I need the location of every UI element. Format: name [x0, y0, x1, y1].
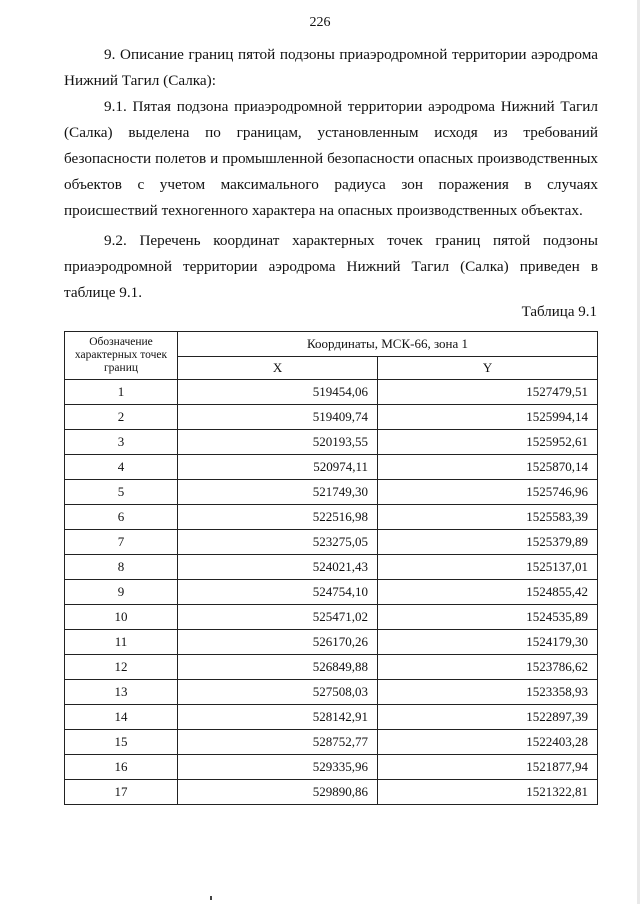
point-number-cell: 9: [65, 580, 178, 605]
point-number-cell: 16: [65, 755, 178, 780]
y-coordinate-cell: 1523786,62: [378, 655, 598, 680]
table-caption: Таблица 9.1: [521, 304, 597, 320]
y-coordinate-cell: 1525379,89: [378, 530, 598, 555]
table-row: [65, 680, 598, 705]
x-coordinate-cell: 526170,26: [178, 630, 378, 655]
coordinates-table: [64, 331, 598, 805]
x-coordinate-cell: 529890,86: [178, 780, 378, 805]
table-row: [65, 480, 598, 505]
point-number-cell: 17: [65, 780, 178, 805]
section-heading-paragraph: 9. Описание границ пятой подзоны приаэродромной территории аэродрома Нижний Тагил (Салка):: [64, 46, 598, 89]
coordinates-group-header: Координаты, МСК-66, зона 1: [178, 332, 598, 357]
table-row: [65, 705, 598, 730]
table-row: [65, 505, 598, 530]
point-number-cell: 13: [65, 680, 178, 705]
x-coordinate-cell: 528752,77: [178, 730, 378, 755]
point-number-cell: 14: [65, 705, 178, 730]
coordinates-table-body: [65, 380, 598, 805]
x-coordinate-cell: 520974,11: [178, 455, 378, 480]
table-row: [65, 580, 598, 605]
point-number-cell: 12: [65, 655, 178, 680]
table-row: [65, 755, 598, 780]
point-number-cell: 7: [65, 530, 178, 555]
x-coordinate-cell: 527508,03: [178, 680, 378, 705]
y-coordinate-cell: 1524855,42: [378, 580, 598, 605]
y-coordinate-cell: 1525583,39: [378, 505, 598, 530]
y-coordinate-cell: 1525994,14: [378, 405, 598, 430]
y-coordinate-cell: 1525870,14: [378, 455, 598, 480]
table-row: [65, 380, 598, 405]
y-coordinate-cell: 1523358,93: [378, 680, 598, 705]
x-coordinate-cell: 520193,55: [178, 430, 378, 455]
y-coordinate-cell: 1521877,94: [378, 755, 598, 780]
x-coordinate-cell: 523275,05: [178, 530, 378, 555]
x-coordinate-cell: 524021,43: [178, 555, 378, 580]
scan-speck: [210, 896, 212, 900]
subzone-description-paragraph: 9.1. Пятая подзона приаэродромной территории аэродрома Нижний Тагил (Салка) выделена по границам, установленным исходя из требований безопасности полетов и промышленной безопасности опасных производственных объектов с учетом максимального радиуса зон поражения в случаях происшествий техногенного характера на опасных производственных объектах.: [64, 98, 598, 219]
table-row: [65, 780, 598, 805]
x-coordinate-cell: 524754,10: [178, 580, 378, 605]
table-row: [65, 555, 598, 580]
x-coordinate-cell: 528142,91: [178, 705, 378, 730]
y-coordinate-cell: 1522403,28: [378, 730, 598, 755]
x-coordinate-cell: 519409,74: [178, 405, 378, 430]
y-coordinate-cell: 1525137,01: [378, 555, 598, 580]
x-coordinate-cell: 529335,96: [178, 755, 378, 780]
y-coordinate-cell: 1525746,96: [378, 480, 598, 505]
table-row: [65, 405, 598, 430]
point-label-header: Обозначение характерных точек границ: [65, 332, 178, 380]
y-coordinate-cell: 1522897,39: [378, 705, 598, 730]
y-coordinate-cell: 1521322,81: [378, 780, 598, 805]
point-number-cell: 1: [65, 380, 178, 405]
point-number-cell: 6: [65, 505, 178, 530]
point-number-cell: 2: [65, 405, 178, 430]
point-number-cell: 10: [65, 605, 178, 630]
table-row: [65, 630, 598, 655]
y-coordinate-cell: 1524179,30: [378, 630, 598, 655]
y-coordinate-cell: 1524535,89: [378, 605, 598, 630]
x-coordinate-cell: 519454,06: [178, 380, 378, 405]
table-row: [65, 455, 598, 480]
point-number-cell: 15: [65, 730, 178, 755]
table-row: [65, 655, 598, 680]
x-column-header: X: [178, 357, 378, 380]
point-number-cell: 5: [65, 480, 178, 505]
x-coordinate-cell: 526849,88: [178, 655, 378, 680]
table-row: [65, 530, 598, 555]
y-coordinate-cell: 1527479,51: [378, 380, 598, 405]
point-number-cell: 11: [65, 630, 178, 655]
point-number-cell: 3: [65, 430, 178, 455]
table-row: [65, 430, 598, 455]
x-coordinate-cell: 521749,30: [178, 480, 378, 505]
page-number: 226: [309, 15, 331, 30]
point-number-cell: 4: [65, 455, 178, 480]
x-coordinate-cell: 522516,98: [178, 505, 378, 530]
y-column-header: Y: [378, 357, 598, 380]
table-row: [65, 605, 598, 630]
y-coordinate-cell: 1525952,61: [378, 430, 598, 455]
coordinates-reference-paragraph: 9.2. Перечень координат характерных точек границ пятой подзоны приаэродромной территории аэродрома Нижний Тагил (Салка) приведен в таблице 9.1.: [64, 232, 598, 301]
point-number-cell: 8: [65, 555, 178, 580]
x-coordinate-cell: 525471,02: [178, 605, 378, 630]
table-row: [65, 730, 598, 755]
